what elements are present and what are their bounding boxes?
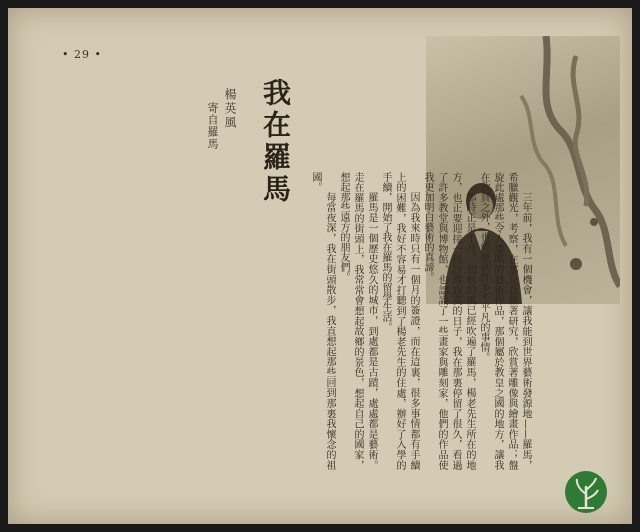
article-byline: 楊英風 xyxy=(223,88,237,130)
article-title: 我在羅馬 xyxy=(259,78,292,206)
article-paragraph: 因為我來時只有一個月的簽證，而在這裏，很多事情都有手續上的困難，我好不容易才打聽到了楊老先生的住處，辦好了入學的手續，開始了我在羅馬的留學生活。 xyxy=(380,172,419,470)
article-paragraph: 每當夜深，我在街頭散步，我直想起那些回到那裏我懷念的祖國。 xyxy=(310,172,335,470)
page-number: • 29 • xyxy=(62,48,102,61)
article-paragraph: 羅馬是一個歷史悠久的城市，到處都是古蹟，處處都是藝術。走在羅馬的街頭上，我常常會想起故鄉的景色，想起自己的國家，想起那些遠方的朋友們。 xyxy=(338,172,377,470)
plant-seal-icon xyxy=(564,470,608,514)
article-paragraph: 三年前，我有一個機會，讓我能到世界藝術發源地——羅馬，希臘觀光，考察，在那兒我藉著研究，欣賞著雕像與繪畫作品；盤旋此處那些令人讚嘆的藝術作品，那個屬於教皇之國的地方，讓我在欣賞之外，也經歷到許多不平凡的事情。 xyxy=(478,172,531,470)
article-paragraph: 那時正是十月，初秋的風已經吹遍了羅馬，楊老先生所在的地方，也正要迎接一段冷落寂寞的日子，我在那裏停留了很久，看過了許多教堂與博物館，也認識了一些畫家與雕刻家，他們的作品使我更加明白藝術的真諦。 xyxy=(422,172,475,470)
article-dateline: 寄自羅馬 xyxy=(206,102,219,150)
article-body-upper xyxy=(152,172,532,470)
magazine-page xyxy=(8,8,632,524)
